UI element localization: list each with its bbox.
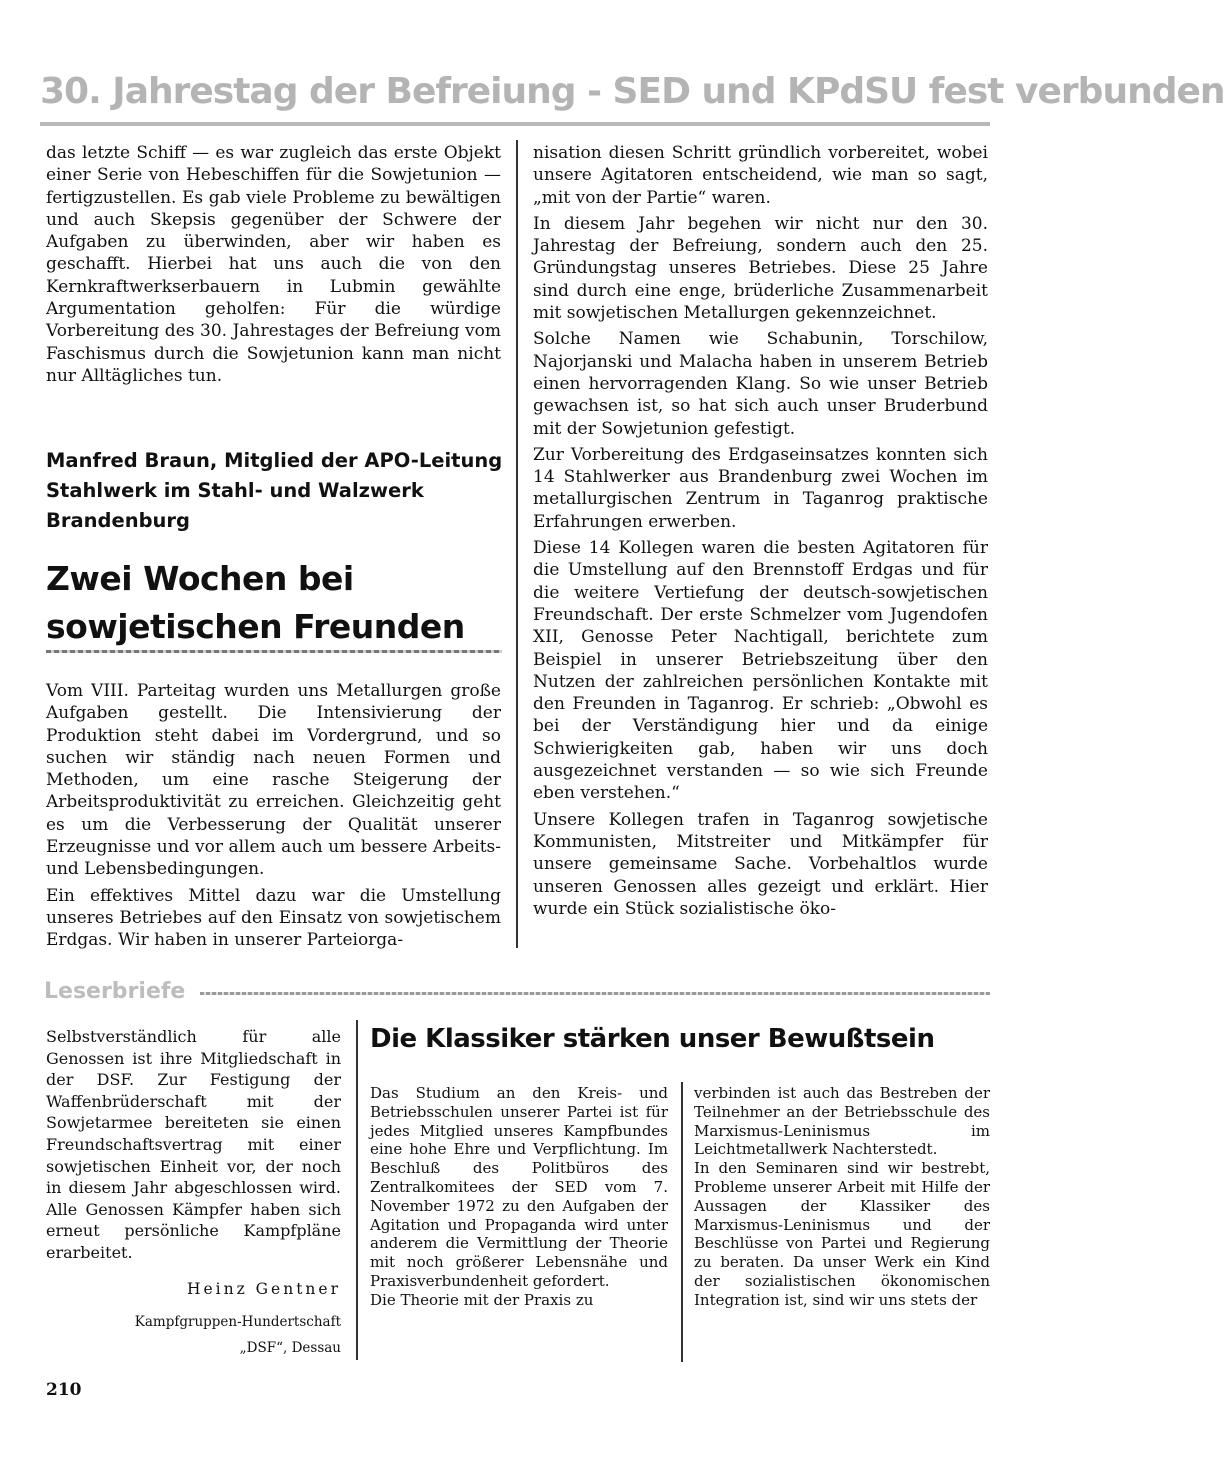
right-paragraph-5: Diese 14 Kollegen waren die besten Agitatoren für die Umstellung auf den Brennstoff Erdgas und für die weitere Vertiefung der deutsch-sowjetischen Freundschaft. Der erste Schmelzer vom Jugendofen XII, Genosse Peter Nachtigall, berichtete zum Beispiel in unserer Betriebszeitung über den Nutzen der zahlreichen persönlichen Kontakte mit den Freunden in Taganrog. Er schrieb: „Obwohl es bei der Verständigung hier und da einige Schwierigkeiten gab, haben wir uns doch ausgezeichnet verstanden — so wie sich Freunde eben verstehen.“ [533,538,988,804]
left-column-intro [46,142,501,391]
right-column [533,142,988,924]
column-divider [516,140,518,948]
banner-rule [40,122,990,126]
intro-paragraph: das letzte Schiff — es war zugleich das erste Objekt einer Serie von Hebeschiffen für die Sowjetunion — fertigzustellen. Es gab viele Probleme zu bewältigen und auch Skepsis gegenüber der Schwere der Aufgaben zu überwinden, aber wir haben es geschafft. Hierbei hat uns auch die von den Kernkraftwerkserbauern in Lubmin gewählte Argumentation geholfen: Für die würdige Vorbereitung des 30. Jahrestages der Befreiung vom Faschismus durch die Sowjetunion kann man nicht nur Alltägliches tun. [46,143,501,386]
body-paragraph-1: Vom VIII. Parteitag wurden uns Metallurgen große Aufgaben gestellt. Die Intensivierung der Produktion steht dabei im Vordergrund, und so suchen wir ständig nach neuen Formen und Methoden, um eine rasche Steigerung der Arbeitsproduktivität zu erreichen. Gleichzeitig geht es um die Verbesserung der Qualität unserer Erzeugnisse und vor allem auch um bessere Arbeits- und Lebensbedingungen. [46,681,501,880]
letter-2-col1 [370,1084,668,1310]
right-paragraph-1: nisation diesen Schritt gründlich vorbereitet, wobei unsere Agitatoren entscheidend, wie man so sagt, „mit von der Partie“ waren. [533,143,988,208]
letter-2-col2-paragraph-2: In den Seminaren sind wir bestrebt, Probleme unserer Arbeit mit Hilfe der Aussagen der Klassiker des Marxismus-Leninismus und der Beschlüsse von Partei und Regierung zu beraten. Da unser Werk ein Kind der sozialistischen ökonomischen Integration ist, sind wir uns stets der [694,1159,990,1309]
letter-1-org-line1: Kampfgruppen-Hundertschaft [134,1314,341,1330]
letter-2-col1-paragraph-1: Das Studium an den Kreis- und Betriebsschulen unserer Partei ist für jedes Mitglied unseres Kampfbundes eine hohe Ehre und Verpflichtung. Im Beschluß des Politbüros des Zentralkomitees der SED vom 7. November 1972 zu den Aufgaben der Agitation und Propaganda wird unter anderem die Vermittlung der Theorie mit noch größerer Lebensnähe und Praxisverbundenheit gefordert. [370,1084,668,1290]
letter-2-col2 [694,1084,990,1310]
section-label-leserbriefe: Leserbriefe [44,979,186,1004]
letter-1-org-line2: „DSF“, Dessau [239,1340,341,1356]
page-banner: 30. Jahrestag der Befreiung - SED und KPdSU fest verbunden [40,71,1225,112]
left-column-body [46,680,501,956]
section-rule [200,992,990,995]
article-headline: Zwei Wochen bei sowjetischen Freunden [46,559,465,646]
letter-2-col2-paragraph-1: verbinden ist auch das Bestreben der Teilnehmer an der Betriebsschule des Marxismus-Leninismus im Leichtmetallwerk Nachterstedt. [694,1084,990,1159]
byline: Manfred Braun, Mitglied der APO-Leitung Stahlwerk im Stahl- und Walzwerk Brandenburg [46,449,503,532]
letter-1-author: Heinz Gentner [186,1280,341,1298]
right-paragraph-6: Unsere Kollegen trafen in Taganrog sowjetische Kommunisten, Mitstreiter und Mitkämpfer für unsere gemeinsame Sache. Vorbehaltlos wurde unseren Genossen alles gezeigt und erklärt. Hier wurde ein Stück sozialistische öko- [533,809,988,919]
right-paragraph-2: In diesem Jahr begehen wir nicht nur den 30. Jahrestag der Befreiung, sondern auch den 25. Gründungstag unseres Betriebes. Diese 25 Jahre sind durch eine enge, brüderliche Zusammenarbeit mit sowjetischen Metallurgen gekennzeichnet. [533,213,988,324]
page-number: 210 [46,1380,82,1400]
letter-2-column-divider [681,1082,683,1362]
right-paragraph-3: Solche Namen wie Schabunin, Torschilow, Najorjanski und Malacha haben in unserem Betrieb einen hervorragenden Klang. So wie unser Betrieb gewachsen ist, so hat sich auch unser Bruderbund mit der Sowjetunion gefestigt. [533,329,988,439]
letters-divider [356,1020,358,1360]
letter-2-col1-paragraph-2: Die Theorie mit der Praxis zu [370,1290,594,1309]
right-paragraph-4: Zur Vorbereitung des Erdgaseinsatzes konnten sich 14 Stahlwerker aus Brandenburg zwei Wochen im metallurgischen Zentrum in Taganrog praktische Erfahrungen erwerben. [533,444,988,532]
letter-2-headline: Die Klassiker stärken unser Bewußtsein [370,1024,935,1054]
headline-rule [46,650,502,653]
body-paragraph-2: Ein effektives Mittel dazu war die Umstellung unseres Betriebes auf den Einsatz von sowjetischem Erdgas. Wir haben in unserer Parteiorga- [46,885,501,951]
letter-1-text: Selbstverständlich für alle Genossen ist ihre Mitgliedschaft in der DSF. Zur Festigung der Waffenbrüderschaft mit der Sowjetarmee bereiteten sie einen Freundschaftsvertrag mit einer sowjetischen Einheit vor, der noch in diesem Jahr abgeschlossen wird. Alle Genossen Kämpfer haben sich erneut persönliche Kampfpläne erarbeitet. [46,1027,341,1262]
